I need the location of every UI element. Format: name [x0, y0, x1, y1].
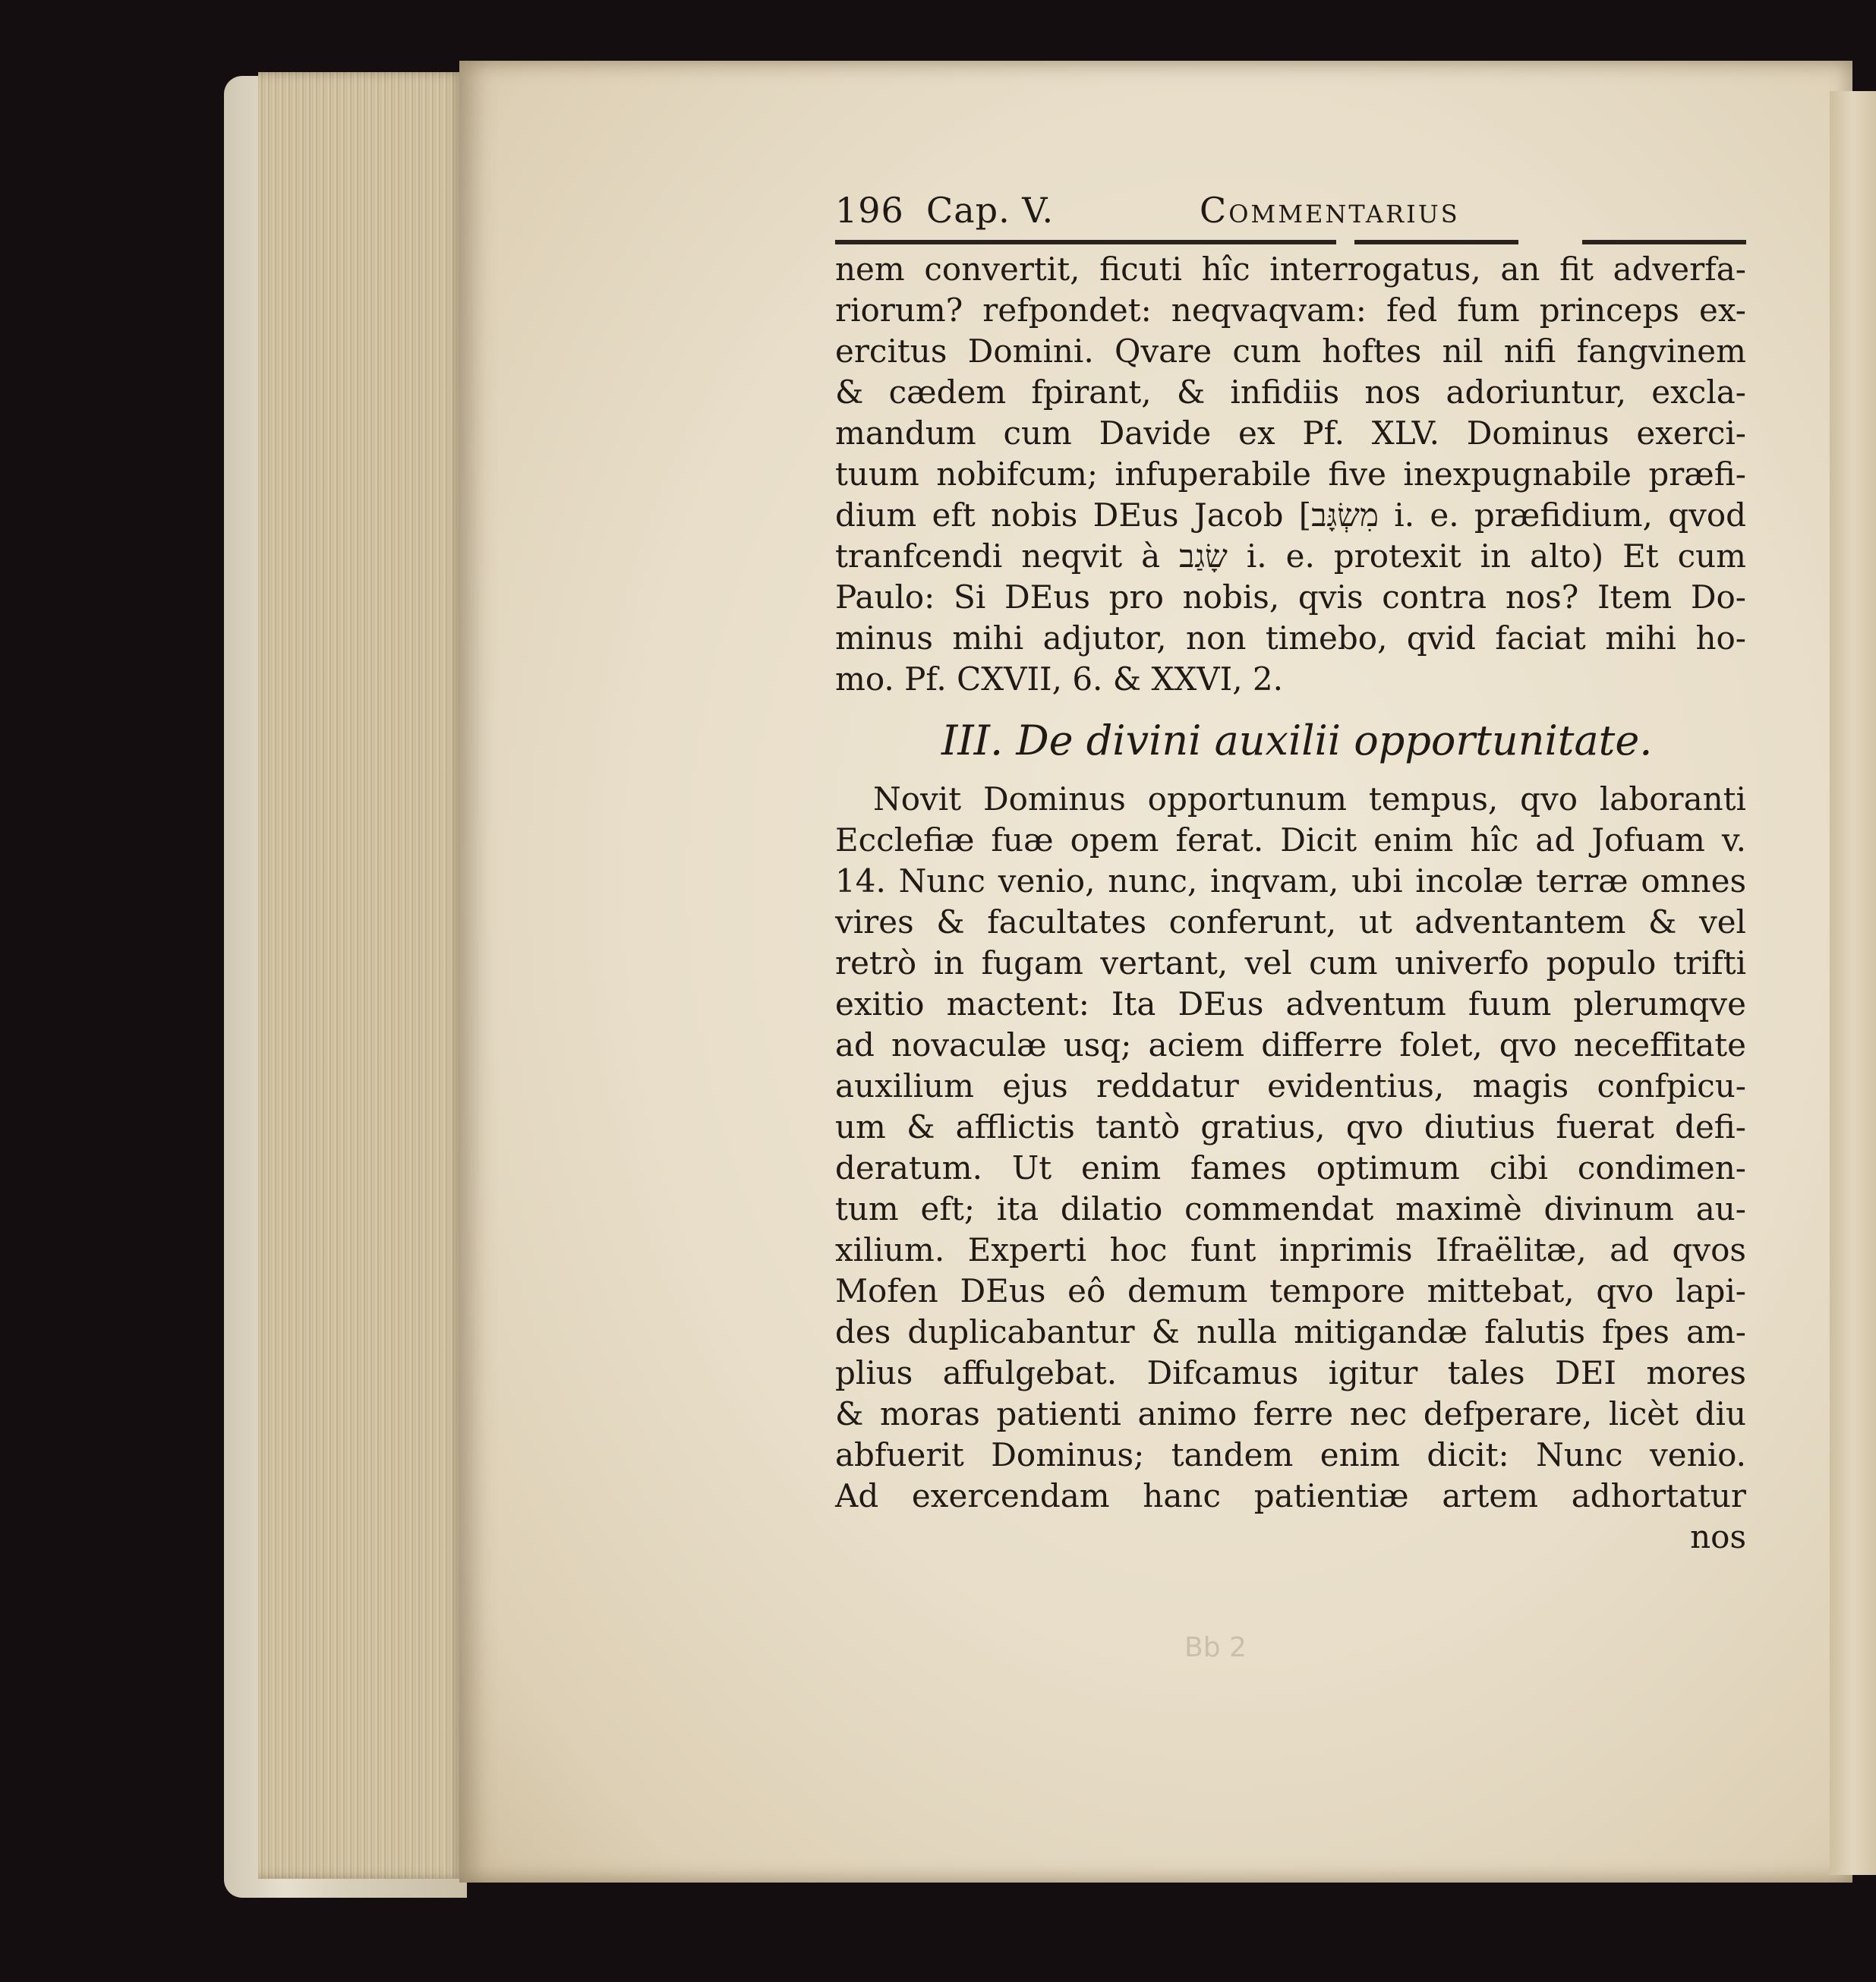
text-line: xilium. Experti hoc funt inprimis Ifraëlitæ, ad qvos [835, 1231, 1746, 1268]
text-line: Mofen DEus eô demum tempore mittebat, qvo lapi- [835, 1272, 1746, 1309]
text-line: abfuerit Dominus; tandem enim dicit: Nunc venio. [835, 1436, 1746, 1473]
head-rule [835, 240, 1746, 244]
page-edges [258, 72, 463, 1879]
text-line: nem convertit, ficuti hîc interrogatus, an fit adverfa- [835, 251, 1746, 288]
running-title: Commentarius [1200, 190, 1460, 231]
text-line: tranfcendi neqvit à שָׂגַב i. e. protexit in alto) Et cum [835, 537, 1746, 575]
text-line: & cædem fpirant, & infidiis nos adoriuntur, excla- [835, 373, 1746, 411]
text-line: tuum nobifcum; infuperabile five inexpugnabile præfi- [835, 455, 1746, 493]
text-line: des duplicabantur & nulla mitigandæ falutis fpes am- [835, 1313, 1746, 1350]
text-line: riorum? refpondet: neqvaqvam: fed fum princeps ex- [835, 291, 1746, 329]
section-heading: III. De divini auxilii opportunitate. [941, 717, 1653, 764]
text-line: Novit Dominus opportunum tempus, qvo laboranti [873, 780, 1746, 818]
text-line: deratum. Ut enim fames optimum cibi condimen- [835, 1149, 1746, 1186]
chapter-label: Cap. V. [926, 190, 1055, 231]
text-line: auxilium ejus reddatur evidentius, magis confpicu- [835, 1067, 1746, 1104]
show-through-signature: Bb 2 [1184, 1632, 1247, 1663]
catchword: nos [1690, 1518, 1746, 1555]
text-line: Ecclefiæ fuæ opem ferat. Dicit enim hîc ad Jofuam v. [835, 821, 1746, 859]
text-line: minus mihi adjutor, non timebo, qvid faciat mihi ho- [835, 619, 1746, 657]
running-head [835, 190, 1746, 231]
text-line: ercitus Domini. Qvare cum hoftes nil nifi fangvinem [835, 332, 1746, 370]
paragraph-2 [835, 779, 1746, 1517]
page-text [835, 190, 1746, 1558]
paragraph-1 [835, 249, 1746, 700]
text-line: dium eft nobis DEus Jacob [מִשְׂגָּב i. e. præfidium, qvod [835, 496, 1746, 534]
text-line: plius affulgebat. Difcamus igitur tales DEI mores [835, 1354, 1746, 1391]
text-line: mandum cum Davide ex Pf. XLV. Dominus exerci- [835, 414, 1746, 452]
text-line: exitio mactent: Ita DEus adventum fuum plerumqve [835, 985, 1746, 1023]
text-line: mo. Pf. CXVII, 6. & XXVI, 2. [835, 660, 1283, 698]
page-number: 196 [835, 190, 904, 231]
text-line: Ad exercendam hanc patientiæ artem adhortatur [835, 1477, 1746, 1514]
text-line: & moras patienti animo ferre nec defperare, licèt diu [835, 1395, 1746, 1432]
text-line: Paulo: Si DEus pro nobis, qvis contra nos? Item Do- [835, 578, 1746, 616]
text-line: um & afflictis tantò gratius, qvo diutius fuerat defi- [835, 1108, 1746, 1145]
text-line: 14. Nunc venio, nunc, inqvam, ubi incolæ terræ omnes [835, 862, 1746, 900]
text-line: retrò in fugam vertant, vel cum univerfo populo trifti [835, 944, 1746, 982]
facing-page-edge [1830, 91, 1876, 1875]
text-line: vires & facultates conferunt, ut adventantem & vel [835, 903, 1746, 941]
text-line: tum eft; ita dilatio commendat maximè divinum au- [835, 1190, 1746, 1227]
text-line: ad novaculæ usq; aciem differre folet, qvo neceffitate [835, 1026, 1746, 1063]
